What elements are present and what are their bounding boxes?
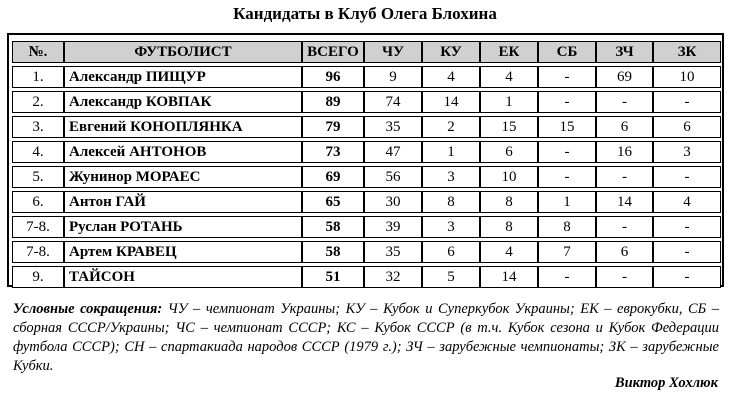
cell-player	[64, 216, 302, 238]
table-header-row	[12, 41, 721, 63]
player-first-name: Александр	[69, 68, 143, 85]
cell-chu: 74	[364, 91, 422, 113]
cell-ku: 5	[422, 266, 480, 288]
cell-zch: 69	[596, 66, 653, 88]
cell-player	[64, 116, 302, 138]
col-header-zch: ЗЧ	[596, 41, 653, 63]
cell-ek: 4	[480, 241, 538, 263]
cell-zk: -	[653, 241, 721, 263]
cell-chu: 9	[364, 66, 422, 88]
cell-total: 58	[302, 216, 364, 238]
candidates-table	[12, 38, 721, 291]
cell-rank: 2.	[12, 91, 64, 113]
cell-ku: 1	[422, 141, 480, 163]
cell-ku: 14	[422, 91, 480, 113]
cell-chu: 35	[364, 116, 422, 138]
cell-chu: 32	[364, 266, 422, 288]
table-row	[12, 91, 721, 113]
player-first-name: Жунинор	[69, 168, 132, 185]
cell-total: 69	[302, 166, 364, 188]
player-first-name: Алексей	[69, 143, 126, 160]
cell-total: 96	[302, 66, 364, 88]
cell-zk: -	[653, 166, 721, 188]
abbreviations-note	[13, 300, 719, 376]
player-first-name: Руслан	[69, 218, 117, 235]
cell-rank: 9.	[12, 266, 64, 288]
cell-sb: -	[538, 166, 596, 188]
table-row	[12, 66, 721, 88]
player-last-name: ТАЙСОН	[69, 268, 135, 285]
cell-rank: 7-8.	[12, 241, 64, 263]
cell-sb: 7	[538, 241, 596, 263]
cell-zch: 16	[596, 141, 653, 163]
player-last-name: МОРАЕС	[135, 168, 201, 185]
cell-sb: 15	[538, 116, 596, 138]
cell-zk: -	[653, 216, 721, 238]
cell-zk: 3	[653, 141, 721, 163]
table-row	[12, 141, 721, 163]
cell-chu: 47	[364, 141, 422, 163]
cell-total: 73	[302, 141, 364, 163]
cell-ek: 4	[480, 66, 538, 88]
col-header-player: ФУТБОЛИСТ	[64, 41, 302, 63]
cell-player	[64, 91, 302, 113]
abbreviations-lead: Условные сокращения:	[13, 301, 163, 317]
page-title: Кандидаты в Клуб Олега Блохина	[233, 4, 497, 23]
player-last-name: РОТАНЬ	[120, 218, 183, 235]
cell-player	[64, 141, 302, 163]
cell-ek: 6	[480, 141, 538, 163]
cell-ek: 1	[480, 91, 538, 113]
cell-chu: 39	[364, 216, 422, 238]
cell-zch: -	[596, 216, 653, 238]
cell-zch: 6	[596, 116, 653, 138]
cell-zch: 6	[596, 241, 653, 263]
cell-zch: -	[596, 166, 653, 188]
cell-total: 65	[302, 191, 364, 213]
cell-zch: -	[596, 266, 653, 288]
cell-sb: -	[538, 66, 596, 88]
cell-player	[64, 66, 302, 88]
cell-total: 58	[302, 241, 364, 263]
col-header-zk: ЗК	[653, 41, 721, 63]
cell-rank: 3.	[12, 116, 64, 138]
table-row	[12, 166, 721, 188]
cell-sb: -	[538, 141, 596, 163]
cell-ku: 4	[422, 66, 480, 88]
cell-sb: 1	[538, 191, 596, 213]
player-last-name: ГАЙ	[115, 193, 146, 210]
cell-sb: 8	[538, 216, 596, 238]
col-header-total: ВСЕГО	[302, 41, 364, 63]
cell-total: 79	[302, 116, 364, 138]
player-last-name: КРАВЕЦ	[115, 243, 177, 260]
author-signature: Виктор Хохлюк	[614, 375, 718, 391]
cell-total: 51	[302, 266, 364, 288]
cell-ku: 3	[422, 166, 480, 188]
cell-rank: 5.	[12, 166, 64, 188]
cell-ek: 14	[480, 266, 538, 288]
player-first-name: Александр	[69, 93, 143, 110]
cell-player	[64, 266, 302, 288]
cell-player	[64, 166, 302, 188]
cell-zk: -	[653, 91, 721, 113]
player-first-name: Артем	[69, 243, 113, 260]
cell-zk: 4	[653, 191, 721, 213]
cell-zch: 14	[596, 191, 653, 213]
cell-ek: 10	[480, 166, 538, 188]
player-first-name: Антон	[69, 193, 112, 210]
cell-rank: 7-8.	[12, 216, 64, 238]
col-header-ku: КУ	[422, 41, 480, 63]
cell-player	[64, 191, 302, 213]
col-header-ek: ЕК	[480, 41, 538, 63]
player-last-name: АНТОНОВ	[129, 143, 207, 160]
cell-sb: -	[538, 91, 596, 113]
cell-zk: 10	[653, 66, 721, 88]
col-header-sb: СБ	[538, 41, 596, 63]
cell-rank: 6.	[12, 191, 64, 213]
abbreviations-text: ЧУ – чемпионат Украины; КУ – Кубок и Суперкубок Украины; ЕК – еврокубки, СБ – сборная СССР/Украины; ЧС – чемпионат СССР; КС – Кубок СССР (в т.ч. Кубок сезона и Кубок Федерации футбола СССР); СН – спартакиада народов СССР (1979 г.); ЗЧ – зарубежные чемпионаты; ЗК – зарубежные Кубки.	[13, 301, 719, 374]
player-first-name: Евгений	[69, 118, 127, 135]
cell-ku: 3	[422, 216, 480, 238]
cell-zch: -	[596, 91, 653, 113]
cell-ek: 8	[480, 191, 538, 213]
cell-rank: 1.	[12, 66, 64, 88]
cell-ku: 6	[422, 241, 480, 263]
cell-ek: 15	[480, 116, 538, 138]
cell-total: 89	[302, 91, 364, 113]
cell-zk: 6	[653, 116, 721, 138]
cell-ek: 8	[480, 216, 538, 238]
cell-chu: 30	[364, 191, 422, 213]
table-row	[12, 266, 721, 288]
table-row	[12, 241, 721, 263]
cell-sb: -	[538, 266, 596, 288]
cell-chu: 35	[364, 241, 422, 263]
table-row	[12, 191, 721, 213]
candidates-table-frame	[7, 33, 724, 287]
cell-player	[64, 241, 302, 263]
cell-ku: 8	[422, 191, 480, 213]
player-last-name: КОВПАК	[145, 93, 212, 110]
cell-rank: 4.	[12, 141, 64, 163]
player-last-name: КОНОПЛЯНКА	[130, 118, 243, 135]
col-header-chu: ЧУ	[364, 41, 422, 63]
player-last-name: ПИЩУР	[145, 68, 206, 85]
cell-zk: -	[653, 266, 721, 288]
table-row	[12, 116, 721, 138]
cell-chu: 56	[364, 166, 422, 188]
col-header-rank: №.	[12, 41, 64, 63]
cell-ku: 2	[422, 116, 480, 138]
table-row	[12, 216, 721, 238]
